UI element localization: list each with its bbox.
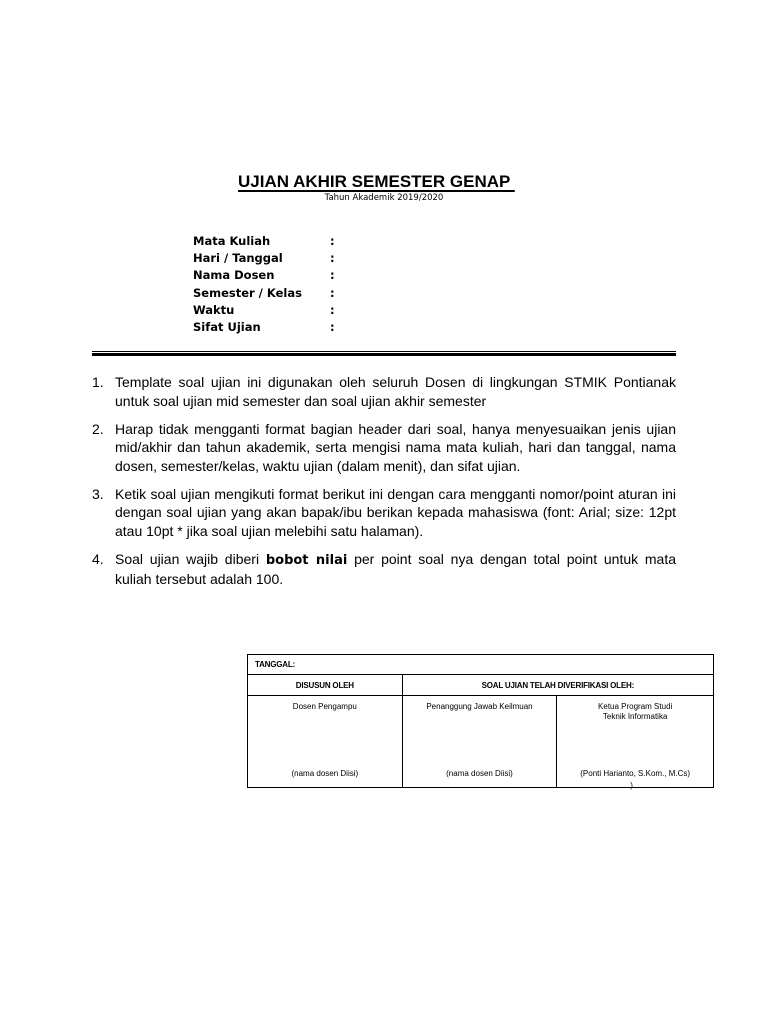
signer-cell-ketua-prodi — [557, 696, 714, 788]
field-colon: : — [330, 302, 335, 317]
field-colon: : — [330, 319, 335, 334]
overflow-text: .) — [628, 781, 633, 790]
header-divider-thin — [92, 351, 676, 352]
field-label: Waktu — [193, 302, 235, 317]
field-label: Sifat Ujian — [193, 319, 261, 334]
instruction-item — [92, 550, 676, 589]
verification-table — [247, 654, 714, 788]
academic-year: Tahun Akademik 2019/2020 — [324, 193, 444, 203]
signer-cell-penanggung-jawab — [402, 696, 557, 788]
signer-role-line: Teknik Informatika — [602, 712, 668, 721]
instruction-text-part: Soal ujian wajib diberi — [115, 550, 266, 567]
instruction-text-part: per point soal nya dengan total point untuk mata kuliah tersebut adalah 100. — [115, 550, 677, 587]
instruction-list — [92, 373, 676, 598]
instruction-number: 3. — [92, 485, 104, 502]
instruction-text: Harap tidak mengganti format bagian header dari soal, hanya menyesuaikan jenis ujian mid/akhir dan tahun akademik, serta mengisi nama mata kuliah, hari dan tanggal, nama dosen, semester/kelas, waktu ujian (dalam menit), dan sifat ujian. — [115, 420, 676, 474]
signer-role: Dosen Pengampu — [292, 702, 357, 711]
field-label: Semester / Kelas — [193, 285, 302, 300]
signer-role: Penanggung Jawab Keilmuan — [426, 702, 533, 711]
instruction-text — [115, 551, 676, 588]
instruction-item — [92, 485, 676, 541]
field-colon: : — [330, 234, 335, 248]
field-colon: : — [330, 251, 335, 266]
disusun-header: DISUSUN OLEH — [248, 675, 403, 696]
signer-role — [557, 702, 713, 722]
signer-name: (nama dosen Diisi) — [446, 769, 513, 778]
header-divider-thick — [92, 353, 676, 356]
exam-title: UJIAN AKHIR SEMESTER GENAP — [238, 172, 515, 191]
instruction-text: Template soal ujian ini digunakan oleh seluruh Dosen di lingkungan STMIK Pontianak untuk soal ujian mid semester dan soal ujian akhir semester — [115, 374, 676, 409]
field-colon: : — [330, 268, 335, 283]
signer-name: (Ponti Harianto, S.Kom., M.Cs) — [580, 769, 691, 778]
field-label: Mata Kuliah — [193, 234, 271, 248]
field-label: Hari / Tanggal — [193, 251, 283, 266]
signer-role-line: Ketua Program Studi — [598, 702, 673, 711]
bold-emphasis: bobot nilai — [265, 552, 348, 568]
signer-name: (nama dosen Diisi) — [291, 769, 359, 778]
signer-cell-dosen-pengampu — [248, 696, 403, 788]
verifikasi-header: SOAL UJIAN TELAH DIVERIFIKASI OLEH: — [402, 675, 713, 696]
instruction-text: Ketik soal ujian mengikuti format berikut ini dengan cara mengganti nomor/point aturan ini dengan soal ujian yang akan bapak/ibu berikan kepada mahasiswa (font: Arial; size: 12pt atau 10pt * jika soal ujian melebihi satu halaman). — [115, 485, 676, 539]
instruction-number: 4. — [92, 550, 104, 567]
field-label: Nama Dosen — [193, 268, 275, 283]
tanggal-cell: TANGGAL: — [248, 655, 714, 675]
instruction-number: 1. — [92, 374, 104, 390]
instruction-item — [92, 420, 676, 476]
field-colon: : — [330, 285, 335, 300]
instruction-number: 2. — [92, 420, 104, 437]
instruction-item — [92, 373, 676, 410]
